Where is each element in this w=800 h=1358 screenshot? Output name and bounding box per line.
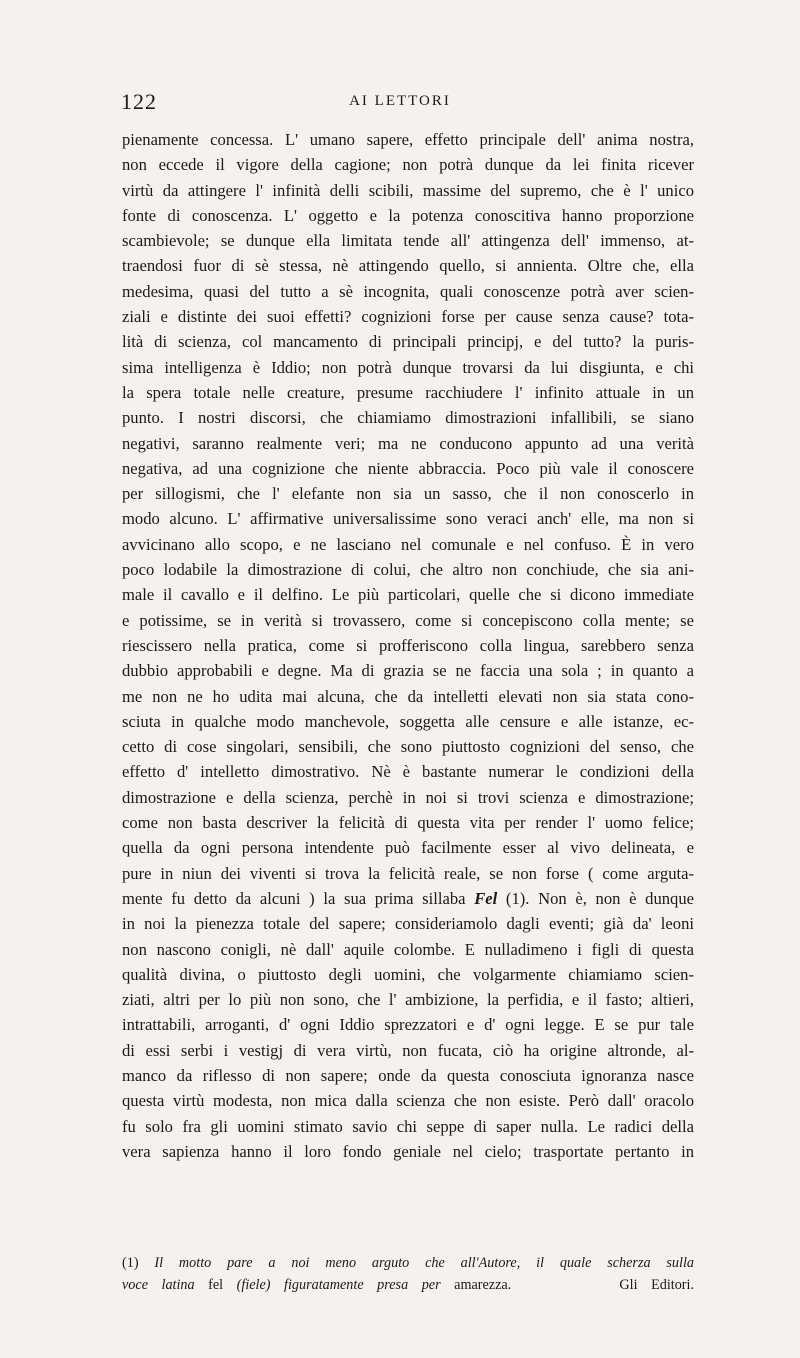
text-line: poco lodabile la dimostrazione di colui, che altro non conchiude, che sia ani-: [122, 560, 694, 580]
footnote-signature: Gli Editori.: [619, 1277, 695, 1293]
text-line: negativi, saranno realmente veri; ma ne conducono appunto ad una verità: [122, 433, 694, 453]
text-line: vera sapienza hanno il loro fondo geniale nel cielo; trasportate pertanto in: [122, 1141, 694, 1161]
text-line: dimostrazione e della scienza, perchè in noi si trovi scienza e dimostrazione;: [122, 787, 694, 807]
text-line: questa virtù modesta, non mica dalla scienza che non esiste. Però dall' oracolo: [122, 1091, 694, 1111]
text-line: punto. I nostri discorsi, che chiamiamo dimostrazioni infallibili, se siano: [122, 408, 694, 428]
footnote: [122, 1252, 694, 1296]
text-line: dubbio approbabili e degne. Ma di grazia se ne faccia una sola ; in quanto a: [122, 661, 694, 681]
text-line: non nascono conigli, nè dall' aquile colombe. E nulladimeno i figli di questa: [122, 939, 694, 959]
text-line: male il cavallo e il delfino. Le più particolari, quelle che si dicono immediate: [122, 585, 694, 605]
text-line: modo alcuno. L' affirmative universalissime sono veraci anch' elle, ma non si: [122, 509, 694, 529]
text-line: cetto di cose singolari, sensibili, che sono piuttosto cognizioni del senso, che: [122, 737, 694, 757]
text-line: sima intelligenza è Iddio; non potrà dunque trovarsi da lui disgiunta, e chi: [122, 357, 694, 377]
text-line: medesima, quasi del tutto a sè incognita, quali conoscenze potrà aver scien-: [122, 281, 694, 301]
text-line: qualità divina, o piuttosto degli uomini, che volgarmente chiamiamo scien-: [122, 964, 694, 984]
footnote-mark: (1): [122, 1255, 139, 1271]
text-line: manco da riflesso di non sapere; onde da questa conosciuta ignoranza nasce: [122, 1065, 694, 1085]
text-line: intrattabili, arroganti, d' ogni Iddio sprezzatori e d' ogni legge. E se pur tale: [122, 1015, 694, 1035]
text-line: ziati, altri per lo più non sono, che l' ambizione, la perfidia, e il fasto; altieri,: [122, 990, 694, 1010]
text-line: fonte di conoscenza. L' oggetto e la potenza conoscitiva hanno proporzione: [122, 205, 694, 225]
page-number: 122: [121, 89, 157, 114]
text-line: sciuta in qualche modo manchevole, soggetta alle censure e alle istanze, ec-: [122, 711, 694, 731]
text-line: me non ne ho udita mai alcuna, che da intelletti elevati non sia stata cono-: [122, 686, 694, 706]
text-line: scambievole; se dunque ella limitata tende all' attingenza dell' immenso, at-: [122, 231, 694, 251]
text-line: avvicinano allo scopo, e ne lasciano nel comunale e nel confuso. È in vero: [122, 534, 694, 554]
footnote-text-italic: (fiele) figuratamente presa per: [236, 1277, 441, 1293]
text-line: riescissero nella pratica, come si profferiscono colla lingua, sarebbero senza: [122, 635, 694, 655]
text-line: per sillogismi, che l' elefante non sia un sasso, che il non conoscerlo in: [122, 484, 694, 504]
running-head: AI LETTORI: [349, 93, 451, 109]
text-line: non eccede il vigore della cagione; non potrà dunque da lei finita ricever: [122, 155, 694, 175]
text-line: la spera totale nelle creature, presume racchiudere l' infinito attuale in un: [122, 382, 694, 402]
text-line: lità di scienza, col mancamento di principali principj, e del tutto? la puris-: [122, 332, 694, 352]
text-line: mente fu detto da alcuni ) la sua prima sillaba Fel (1). Non è, non è dunque: [122, 888, 694, 908]
text-line: di essi serbi i vestigj di vera virtù, non fucata, ciò ha origine altronde, al-: [122, 1040, 694, 1060]
text-line: come non basta descriver la felicità di questa vita per render l' uomo felice;: [122, 813, 694, 833]
footnote-text: amarezza.: [454, 1277, 512, 1293]
text-line: virtù da attingere l' infinità delli scibili, massime del supremo, che è l' unico: [122, 180, 694, 200]
footnote-line-2: [122, 1274, 694, 1296]
text-line: ziali e distinte dei suoi effetti? cognizioni forse per cause senza cause? tota-: [122, 307, 694, 327]
text-line: fu solo fra gli uomini stimato savio chi seppe di saper nulla. Le radici della: [122, 1116, 694, 1136]
body-text: [122, 127, 694, 1164]
text-line: effetto d' intelletto dimostrativo. Nè è bastante numerar le condizioni della: [122, 762, 694, 782]
text-line: in noi la pienezza totale del sapere; consideriamolo dagli eventi; già da' leoni: [122, 914, 694, 934]
emphasized-word: Fel: [474, 888, 498, 908]
text-line: e potissime, se in verità si trovassero, come si concepiscono colla mente; se: [122, 610, 694, 630]
footnote-line-1: [122, 1252, 694, 1274]
text-line: quella da ogni persona intendente può facilmente esser al vivo delineata, e: [122, 838, 694, 858]
text-line: pure in niun dei viventi si trova la felicità reale, se non forse ( come arguta-: [122, 863, 694, 883]
footnote-text-italic: voce latina: [122, 1277, 195, 1293]
footnote-text: fel: [208, 1277, 224, 1293]
text-line: traendosi fuor di sè stessa, nè attingendo quello, si annienta. Oltre che, ella: [122, 256, 694, 276]
text-line: negativa, ad una cognizione che niente abbraccia. Poco più vale il conoscere: [122, 458, 694, 478]
text-line: pienamente concessa. L' umano sapere, effetto principale dell' anima nostra,: [122, 130, 694, 149]
footnote-text-italic: Il motto pare a noi meno arguto che all'Autore, il quale scherza sulla: [154, 1255, 695, 1271]
